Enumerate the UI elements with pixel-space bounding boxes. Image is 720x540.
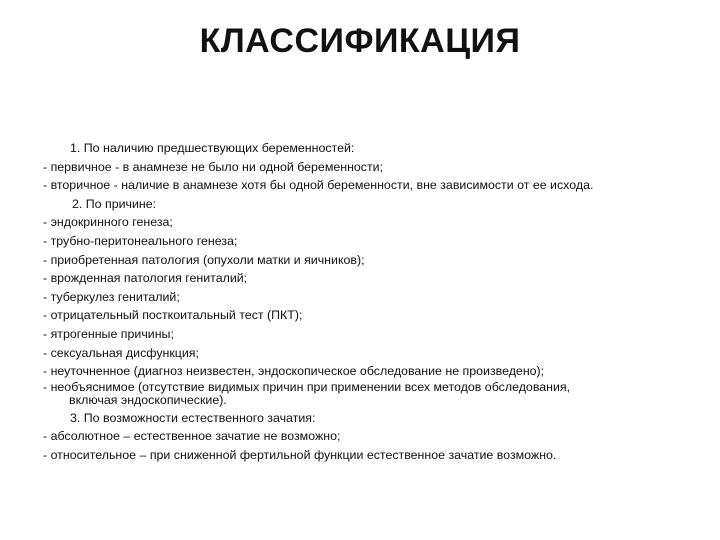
list-item: - необъяснимое (отсутствие видимых причин при применении всех методов обследования,	[43, 379, 571, 394]
list-item: - трубно-перитонеального генеза;	[43, 233, 238, 248]
list-item: - относительное – при сниженной фертильной функции естественное зачатие возможно.	[43, 447, 557, 462]
list-item: - сексуальная дисфункция;	[43, 345, 199, 360]
list-item: - эндокринного генеза;	[43, 215, 173, 230]
section-3-heading: 3. По возможности естественного зачатия:	[70, 410, 316, 425]
list-item: - вторичное - наличие в анамнезе хотя бы одной беременности, вне зависимости от ее исхода.	[43, 178, 594, 193]
classification-list	[43, 139, 683, 465]
list-item: - приобретенная патология (опухоли матки и яичников);	[43, 252, 365, 267]
list-item: - туберкулез гениталий;	[43, 289, 180, 304]
slide-title: КЛАССИФИКАЦИЯ	[199, 22, 521, 60]
list-item: - абсолютное – естественное зачатие не возможно;	[43, 429, 341, 444]
list-item: - ятрогенные причины;	[43, 326, 174, 341]
list-item: - первичное - в анамнезе не было ни одной беременности;	[43, 159, 384, 174]
section-1-heading: 1. По наличию предшествующих беременностей:	[70, 141, 355, 155]
list-item-continuation: включая эндоскопические).	[69, 392, 227, 407]
section-2-heading: 2. По причине:	[72, 196, 157, 211]
list-item: - врожденная патология гениталий;	[43, 271, 248, 286]
list-item: - неуточненное (диагноз неизвестен, эндоскопическое обследование не произведено);	[43, 364, 545, 379]
list-item: - отрицательный посткоитальный тест (ПКТ);	[43, 308, 303, 323]
